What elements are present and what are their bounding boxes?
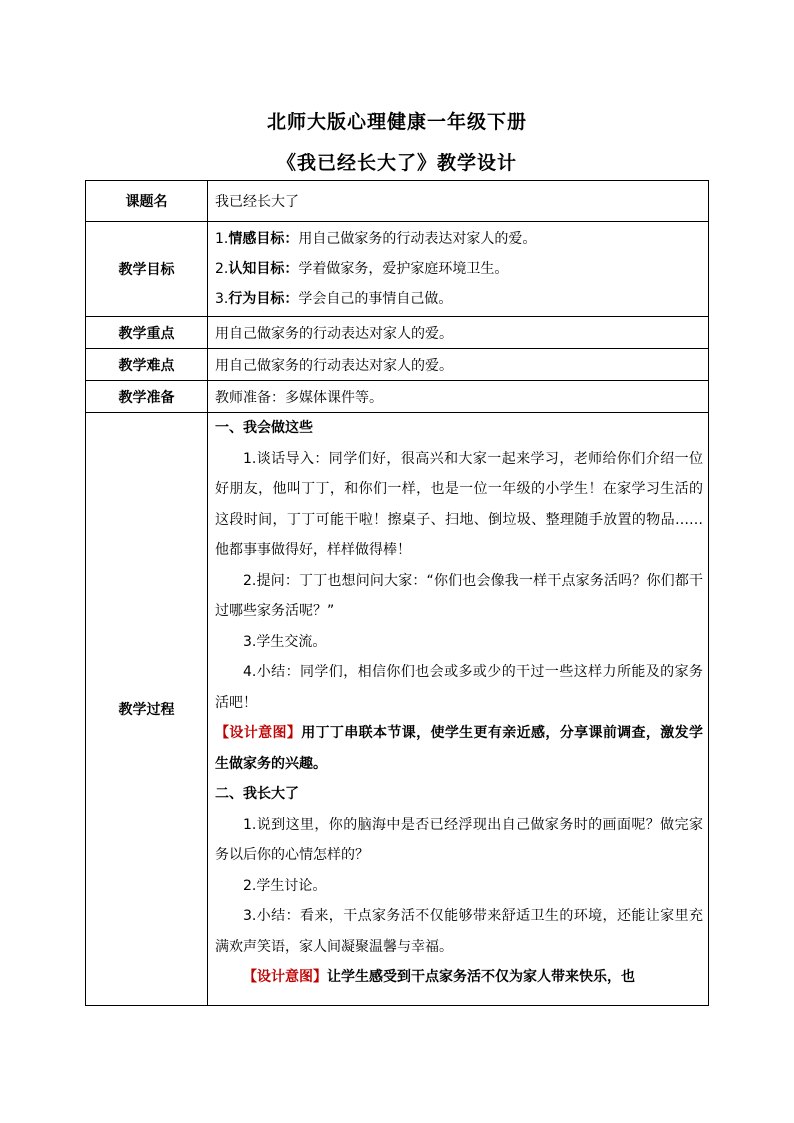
lesson-plan-table [85,180,709,1006]
objective-item [215,254,701,284]
design-intent-text: 用丁丁串联本节课，使学生更有亲近感，分享课前调查，激发学生做家务的兴趣。 [215,725,704,772]
objective-text: 学会自己的事情自己做。 [298,291,453,307]
design-intent-tag: 【设计意图】 [243,969,327,985]
table-row-focus [86,317,709,349]
objective-number: 2. [215,261,229,277]
table-row-difficulty [86,349,709,381]
process-paragraph: 3.小结：看来，干点家务活不仅能够带来舒适卫生的环境，还能让家里充满欢声笑语，家人间凝聚温馨与幸福。 [215,908,703,955]
objective-item [215,224,701,254]
objective-text: 学着做家务，爱护家庭环境卫生。 [298,261,509,277]
design-intent [215,962,703,993]
process-paragraph: 1.说到这里，你的脑海中是否已经浮现出自己做家务时的画面呢？做完家务以后你的心情怎样的？ [215,816,703,863]
document-title: 北师大版心理健康一年级下册 [266,111,527,133]
focus-label: 教学重点 [86,317,208,349]
preparation-value: 教师准备：多媒体课件等。 [208,381,709,413]
design-intent-text: 让学生感受到干点家务活不仅为家人带来快乐，也 [327,969,635,985]
focus-value: 用自己做家务的行动表达对家人的爱。 [208,317,709,349]
process-paragraph: 2.学生讨论。 [243,877,327,894]
process-content [208,413,709,1006]
difficulty-value: 用自己做家务的行动表达对家人的爱。 [208,349,709,381]
design-intent-tag: 【设计意图】 [215,725,302,741]
objective-text: 用自己做家务的行动表达对家人的爱。 [298,231,537,247]
table-row-process [86,413,709,1006]
preparation-label: 教学准备 [86,381,208,413]
document-subtitle: 《我已经长大了》教学设计 [276,152,517,174]
process-paragraph: 4.小结：同学们，相信你们也会或多或少的干过一些这样力所能及的家务活吧！ [215,664,703,711]
topic-value: 我已经长大了 [208,181,709,222]
process-paragraph: 2.提问：丁丁也想问问大家：“你们也会像我一样干点家务活吗？你们都干过哪些家务活呢？” [215,572,703,619]
process-paragraph: 3.学生交流。 [243,633,327,650]
objectives-label: 教学目标 [86,222,208,317]
objective-heading: 行为目标： [228,291,299,307]
section-heading: 二、我长大了 [215,786,299,802]
objective-item [215,284,701,314]
objective-number: 3. [215,291,229,307]
table-row-objectives [86,222,709,317]
process-paragraph: 1.谈话导入：同学们好，很高兴和大家一起来学习，老师给你们介绍一位好朋友，他叫丁丁，和你们一样，也是一位一年级的小学生！在家学习生活的这段时间，丁丁可能干啦！擦桌子、扫地、倒垃圾、整理随手放置的物品……他都事事做得好，样样做得棒！ [215,450,703,558]
objective-number: 1. [215,231,229,247]
table-row-preparation [86,381,709,413]
section-heading: 一、我会做这些 [215,420,313,436]
difficulty-label: 教学难点 [86,349,208,381]
table-row-topic [86,181,709,222]
objective-heading: 认知目标： [228,261,299,277]
objective-heading: 情感目标： [228,231,299,247]
topic-label: 课题名 [86,181,208,222]
process-label: 教学过程 [86,413,208,1006]
objectives-list [208,222,709,317]
design-intent [215,718,703,779]
